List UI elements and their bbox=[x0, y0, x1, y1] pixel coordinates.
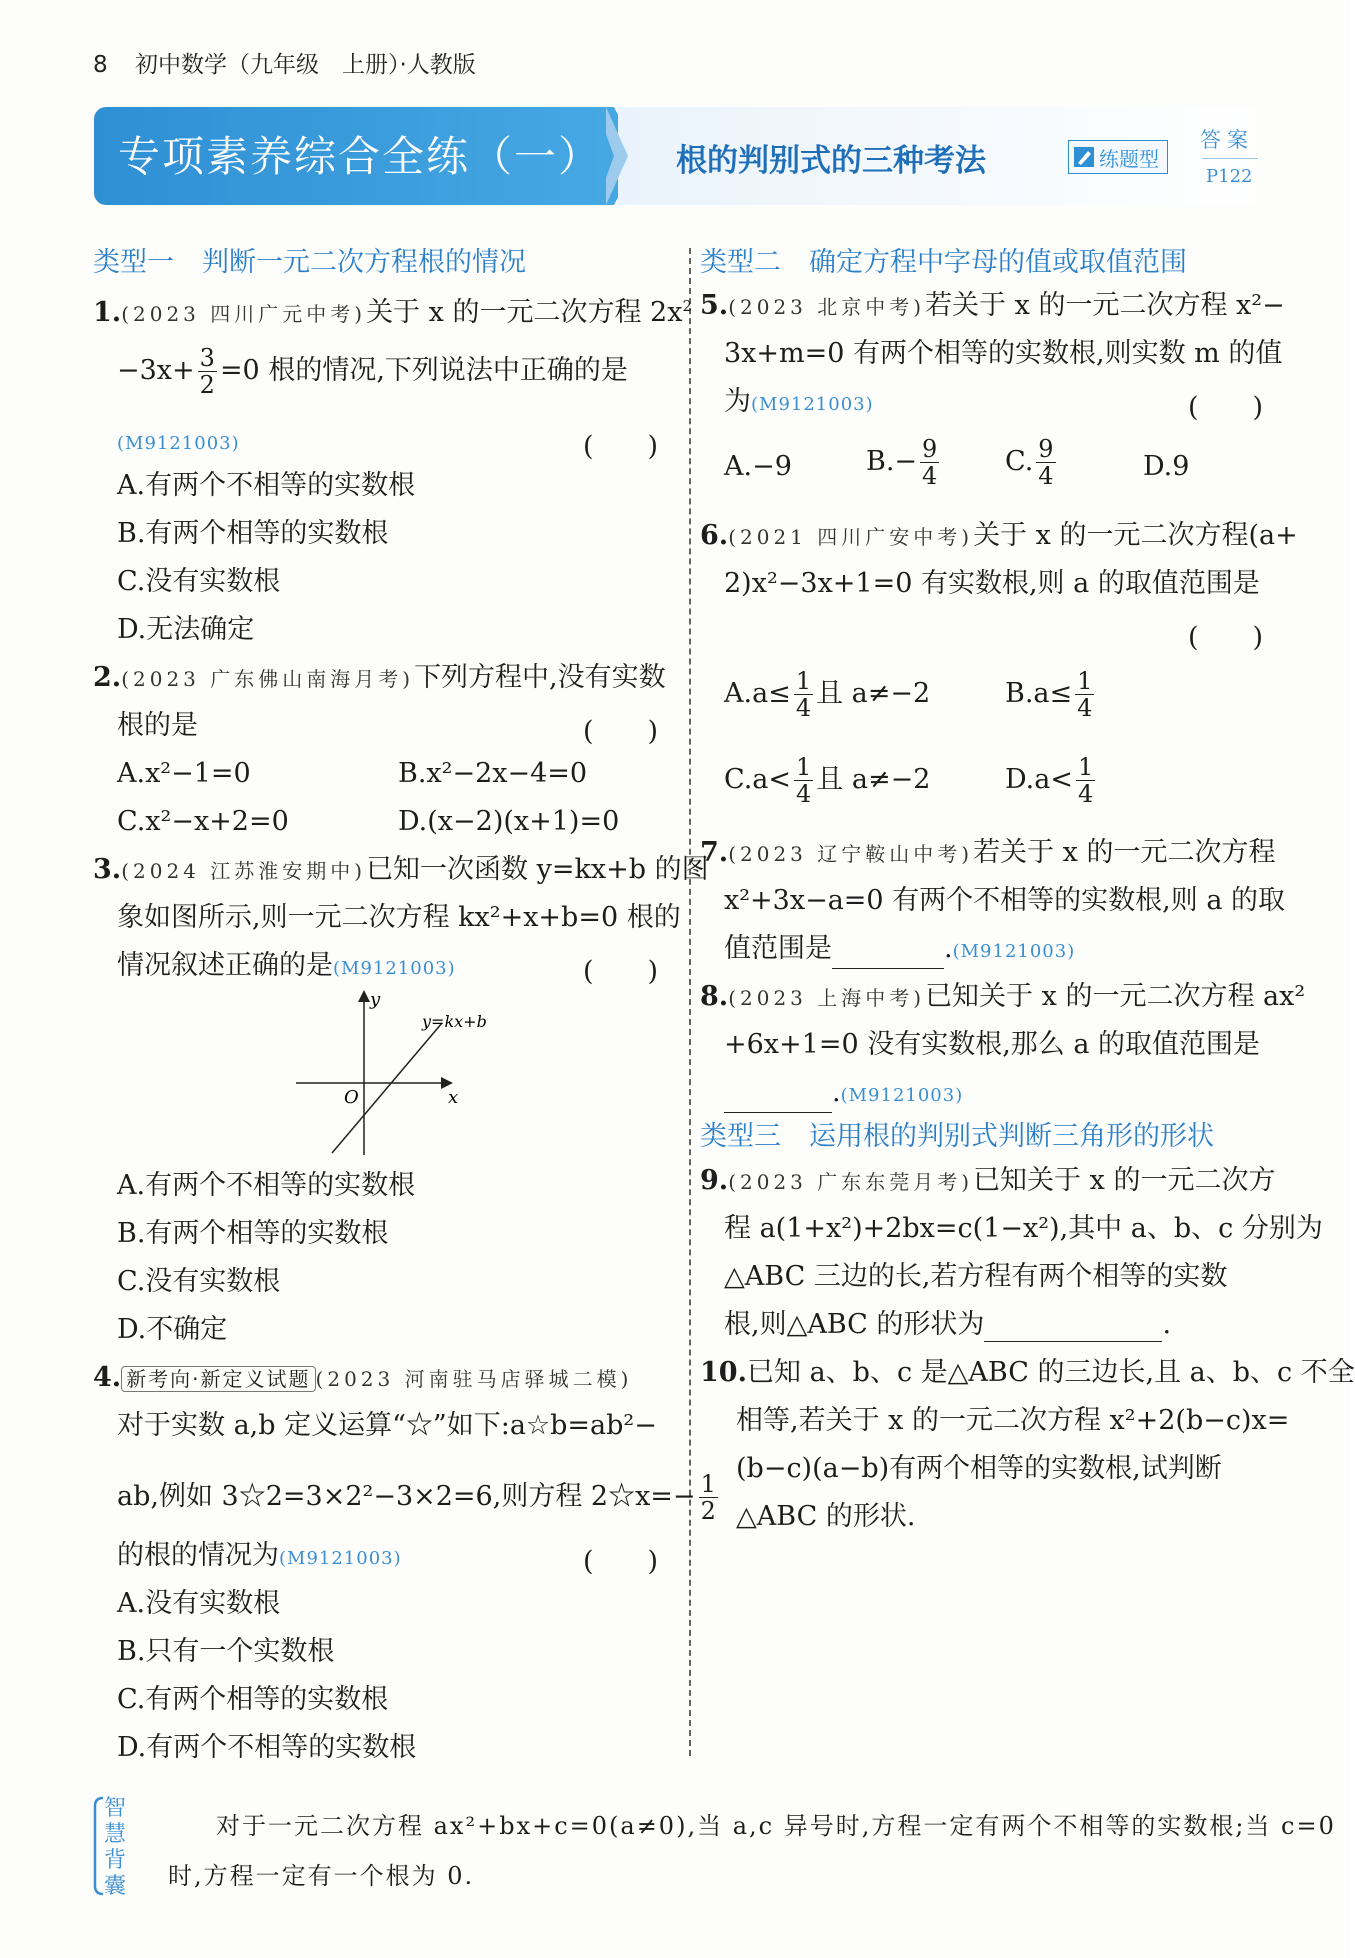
question-source: (2021 四川广安中考) bbox=[728, 525, 974, 549]
question-number: 1. bbox=[93, 297, 122, 328]
x-axis-label: x bbox=[448, 1087, 459, 1108]
answer-bracket: ( ) bbox=[583, 956, 659, 987]
question-text: x²+3x−a=0 有两个不相等的实数根,则 a 的取 bbox=[724, 885, 1286, 916]
option-prefix: A.a≤ bbox=[724, 678, 791, 709]
question-1: 1.(2023 四川广元中考)关于 x 的一元二次方程 $2x^2$ bbox=[93, 297, 692, 328]
question-source: (2023 河南驻马店驿城二模) bbox=[315, 1367, 633, 1391]
tip-label: 智慧背囊 bbox=[104, 1796, 127, 1899]
question-source: (2023 北京中考) bbox=[728, 295, 926, 319]
question-text: 下列方程中,没有实数 bbox=[414, 662, 666, 693]
question-text: 对于实数 a,b 定义运算“☆”如下:a☆b=ab²− bbox=[117, 1410, 657, 1441]
option-prefix: B.− bbox=[866, 446, 918, 477]
question-text: 已知 a、b、c 是△ABC 的三边长,且 a、b、c 不全 bbox=[746, 1357, 1355, 1388]
question-text: △ABC 的形状. bbox=[736, 1501, 916, 1532]
question-text-line bbox=[117, 1539, 402, 1576]
question-text-line bbox=[117, 1471, 721, 1524]
question-text: (b−c)(a−b)有两个相等的实数根,试判断 bbox=[736, 1453, 1222, 1484]
question-text-line bbox=[724, 1308, 1171, 1342]
line-label: y=kx+b bbox=[422, 1012, 487, 1031]
linear-function-graph bbox=[290, 985, 487, 1155]
fraction-denominator: 4 bbox=[1078, 780, 1094, 808]
question-number: 10. bbox=[700, 1357, 747, 1388]
option-a: A.−9 bbox=[724, 451, 792, 482]
question-text-line bbox=[117, 949, 456, 986]
fraction bbox=[794, 754, 813, 807]
question-text: 象如图所示,则一元二次方程 kx²+x+b=0 根的 bbox=[117, 902, 681, 933]
option-b: B.有两个相等的实数根 bbox=[117, 1218, 389, 1249]
banner-subtitle: 根的判别式的三种考法 bbox=[676, 143, 986, 179]
question-source: (2023 四川广元中考) bbox=[121, 302, 367, 326]
fraction-numerator: 1 bbox=[1078, 753, 1094, 781]
answer-bracket: ( ) bbox=[583, 431, 659, 462]
fraction-denominator: 4 bbox=[796, 780, 812, 808]
section-title: 运用根的判别式判断三角形的形状 bbox=[809, 1121, 1214, 1152]
question-text: . bbox=[1162, 1309, 1172, 1340]
option-d: D.9 bbox=[1143, 451, 1190, 482]
question-text: 已知关于 x 的一元二次方程 ax² bbox=[925, 981, 1306, 1012]
question-number: 7. bbox=[700, 837, 729, 868]
question-3 bbox=[93, 853, 709, 888]
question-text: =0 根的情况,下列说法中正确的是 bbox=[219, 355, 628, 386]
option-prefix: C.a< bbox=[724, 764, 791, 795]
option-c bbox=[724, 754, 930, 807]
badge-label: 练题型 bbox=[1099, 146, 1159, 171]
fraction-denominator: 4 bbox=[922, 462, 938, 490]
fraction bbox=[1075, 668, 1094, 721]
question-text: ab,例如 3☆2=3×2²−3×2=6,则方程 2☆x=− bbox=[117, 1481, 696, 1512]
question-code-text: (M9121003) bbox=[840, 1085, 964, 1106]
question-text: 关于 x 的一元二次方程(a+ bbox=[973, 520, 1298, 551]
fraction-numerator: 1 bbox=[795, 667, 812, 695]
fraction bbox=[699, 1471, 718, 1524]
question-text: . bbox=[832, 1077, 841, 1108]
answer-bracket: ( ) bbox=[1188, 392, 1264, 423]
question-1-line-2 bbox=[117, 345, 628, 398]
option-b: B.x²−2x−4=0 bbox=[398, 758, 588, 789]
option-prefix: C. bbox=[1005, 446, 1034, 477]
fraction-numerator: 1 bbox=[796, 753, 812, 781]
question-code-text: (M9121003) bbox=[117, 433, 240, 454]
fraction-denominator: 4 bbox=[1077, 694, 1093, 722]
y-axis-label: y bbox=[370, 989, 381, 1010]
question-text: 值范围是 bbox=[724, 933, 832, 964]
fraction bbox=[920, 436, 939, 489]
question-text: 若关于 x 的一元二次方程 x²− bbox=[925, 290, 1285, 321]
question-text: 根,则△ABC 的形状为 bbox=[724, 1309, 985, 1340]
question-code-text: (M9121003) bbox=[333, 958, 456, 979]
fraction-denominator: 2 bbox=[700, 1497, 716, 1525]
fraction-denominator: 4 bbox=[795, 694, 812, 722]
question-code-text: (M9121003) bbox=[279, 1548, 402, 1569]
question-text: . bbox=[944, 933, 953, 964]
question-number: 6. bbox=[700, 520, 729, 551]
page-number: 8 bbox=[93, 52, 108, 78]
section-title: 确定方程中字母的值或取值范围 bbox=[809, 247, 1187, 278]
question-text: 相等,若关于 x 的一元二次方程 x²+2(b−c)x= bbox=[736, 1405, 1290, 1436]
option-a: A.有两个不相等的实数根 bbox=[117, 1170, 416, 1201]
fraction bbox=[794, 668, 813, 721]
answer-bracket: ( ) bbox=[583, 1546, 659, 1577]
question-text: △ABC 三边的长,若方程有两个相等的实数 bbox=[724, 1261, 1228, 1292]
question-7 bbox=[700, 836, 1275, 871]
question-text: 3x+m=0 有两个相等的实数根,则实数 m 的值 bbox=[724, 338, 1283, 369]
section-title: 判断一元二次方程根的情况 bbox=[202, 247, 526, 278]
section-heading-3 bbox=[700, 1114, 1214, 1153]
question-2 bbox=[93, 661, 666, 696]
question-9 bbox=[700, 1164, 1275, 1199]
question-source: (2024 江苏淮安期中) bbox=[121, 859, 367, 883]
section-heading-1 bbox=[93, 240, 526, 279]
question-source: (2023 上海中考) bbox=[728, 986, 926, 1010]
pencil-icon bbox=[1073, 146, 1095, 168]
fraction-numerator: 3 bbox=[199, 344, 215, 372]
option-d: D.有两个不相等的实数根 bbox=[117, 1732, 417, 1763]
question-5 bbox=[700, 289, 1285, 324]
option-suffix: 且 a≠−2 bbox=[816, 764, 931, 795]
question-code-text: (M9121003) bbox=[952, 941, 1076, 962]
question-text: 关于 x 的一元二次方程 2x bbox=[366, 297, 683, 328]
section-label: 类型三 bbox=[700, 1121, 781, 1152]
answer-blank[interactable] bbox=[832, 942, 944, 969]
fraction bbox=[1036, 436, 1055, 489]
option-suffix: 且 a≠−2 bbox=[816, 678, 931, 709]
fraction-denominator: 4 bbox=[1038, 462, 1054, 490]
option-a: A.x²−1=0 bbox=[117, 758, 251, 789]
fraction-numerator: 9 bbox=[1038, 435, 1054, 463]
question-text: 情况叙述正确的是 bbox=[117, 950, 333, 981]
question-source: (2023 辽宁鞍山中考) bbox=[728, 842, 974, 866]
question-10 bbox=[700, 1356, 1355, 1390]
question-number: 2. bbox=[93, 662, 122, 693]
column-divider bbox=[689, 248, 691, 1756]
section-label: 类型一 bbox=[93, 247, 174, 278]
question-text-line bbox=[724, 385, 874, 422]
origin-label: O bbox=[344, 1087, 359, 1108]
option-b: B.只有一个实数根 bbox=[117, 1636, 335, 1667]
option-a: A.有两个不相等的实数根 bbox=[117, 470, 416, 501]
question-text-line bbox=[724, 1076, 963, 1113]
question-text: 已知一次函数 y=kx+b 的图 bbox=[366, 854, 709, 885]
tip-line-1: 对于一元二次方程 ax²+bx+c=0(a≠0),当 a,c 异号时,方程一定有两个不相等的实数根;当 c=0 bbox=[216, 1812, 1336, 1840]
section-label: 类型二 bbox=[700, 247, 781, 278]
answer-divider bbox=[1202, 158, 1258, 159]
option-b bbox=[866, 436, 942, 489]
option-d: D.不确定 bbox=[117, 1314, 228, 1345]
option-c: C.没有实数根 bbox=[117, 566, 281, 597]
book-title: 初中数学（九年级 上册）·人教版 bbox=[134, 52, 476, 78]
fraction bbox=[1076, 754, 1095, 807]
question-8 bbox=[700, 980, 1305, 1015]
option-c: C.没有实数根 bbox=[117, 1266, 281, 1297]
question-6 bbox=[700, 519, 1298, 554]
option-prefix: D.a< bbox=[1005, 764, 1073, 795]
answer-bracket: ( ) bbox=[583, 716, 659, 747]
question-text: 2)x²−3x+1=0 有实数根,则 a 的取值范围是 bbox=[724, 568, 1260, 599]
question-text: 为 bbox=[724, 386, 751, 417]
tip-line-2: 时,方程一定有一个根为 0. bbox=[168, 1862, 475, 1890]
question-text: 若关于 x 的一元二次方程 bbox=[973, 837, 1276, 868]
option-a bbox=[724, 668, 930, 721]
fraction bbox=[198, 345, 217, 398]
option-c: C.x²−x+2=0 bbox=[117, 806, 289, 837]
question-code-text: (M9121003) bbox=[751, 394, 874, 415]
fraction-numerator: 1 bbox=[1077, 667, 1093, 695]
running-header bbox=[93, 46, 496, 79]
question-source: (2023 广东佛山南海月考) bbox=[121, 667, 415, 691]
question-text: 的根的情况为 bbox=[117, 1540, 279, 1571]
question-text: 程 a(1+x²)+2bx=c(1−x²),其中 a、b、c 分别为 bbox=[724, 1213, 1323, 1244]
section-heading-2 bbox=[700, 240, 1187, 279]
option-b: B.有两个相等的实数根 bbox=[117, 518, 389, 549]
option-c: C.有两个相等的实数根 bbox=[117, 1684, 389, 1715]
answer-blank[interactable] bbox=[724, 1086, 832, 1113]
fraction-numerator: 1 bbox=[700, 1470, 716, 1498]
question-number: 5. bbox=[700, 290, 729, 321]
fraction-denominator: 2 bbox=[199, 371, 215, 399]
fraction-numerator: 9 bbox=[922, 435, 938, 463]
question-tag: 新考向·新定义试题 bbox=[121, 1366, 315, 1392]
practice-type-badge bbox=[1068, 140, 1168, 174]
option-d bbox=[1005, 754, 1098, 807]
answer-label: 答案 bbox=[1200, 128, 1254, 152]
question-source: (2023 广东东莞月考) bbox=[728, 1170, 974, 1194]
question-text: −3x+ bbox=[117, 355, 195, 386]
option-d: D.无法确定 bbox=[117, 614, 255, 645]
option-b bbox=[1005, 668, 1097, 721]
question-number: 8. bbox=[700, 981, 729, 1012]
question-4 bbox=[93, 1361, 632, 1396]
option-a: A.没有实数根 bbox=[117, 1588, 281, 1619]
question-text: +6x+1=0 没有实数根,那么 a 的取值范围是 bbox=[724, 1029, 1261, 1060]
question-number: 9. bbox=[700, 1165, 729, 1196]
question-text-line bbox=[724, 932, 1075, 969]
option-prefix: B.a≤ bbox=[1005, 678, 1073, 709]
answer-page: P122 bbox=[1206, 166, 1253, 187]
question-text: 根的是 bbox=[117, 710, 198, 741]
question-number: 4. bbox=[93, 1362, 122, 1393]
option-d: D.(x−2)(x+1)=0 bbox=[398, 806, 620, 837]
banner-title: 专项素养综合全练（一） bbox=[118, 132, 603, 181]
option-c bbox=[1005, 436, 1059, 489]
answer-blank[interactable] bbox=[984, 1315, 1162, 1342]
question-number: 3. bbox=[93, 854, 122, 885]
question-text: 已知关于 x 的一元二次方 bbox=[973, 1165, 1276, 1196]
question-code bbox=[117, 424, 240, 461]
answer-bracket: ( ) bbox=[1188, 622, 1264, 653]
